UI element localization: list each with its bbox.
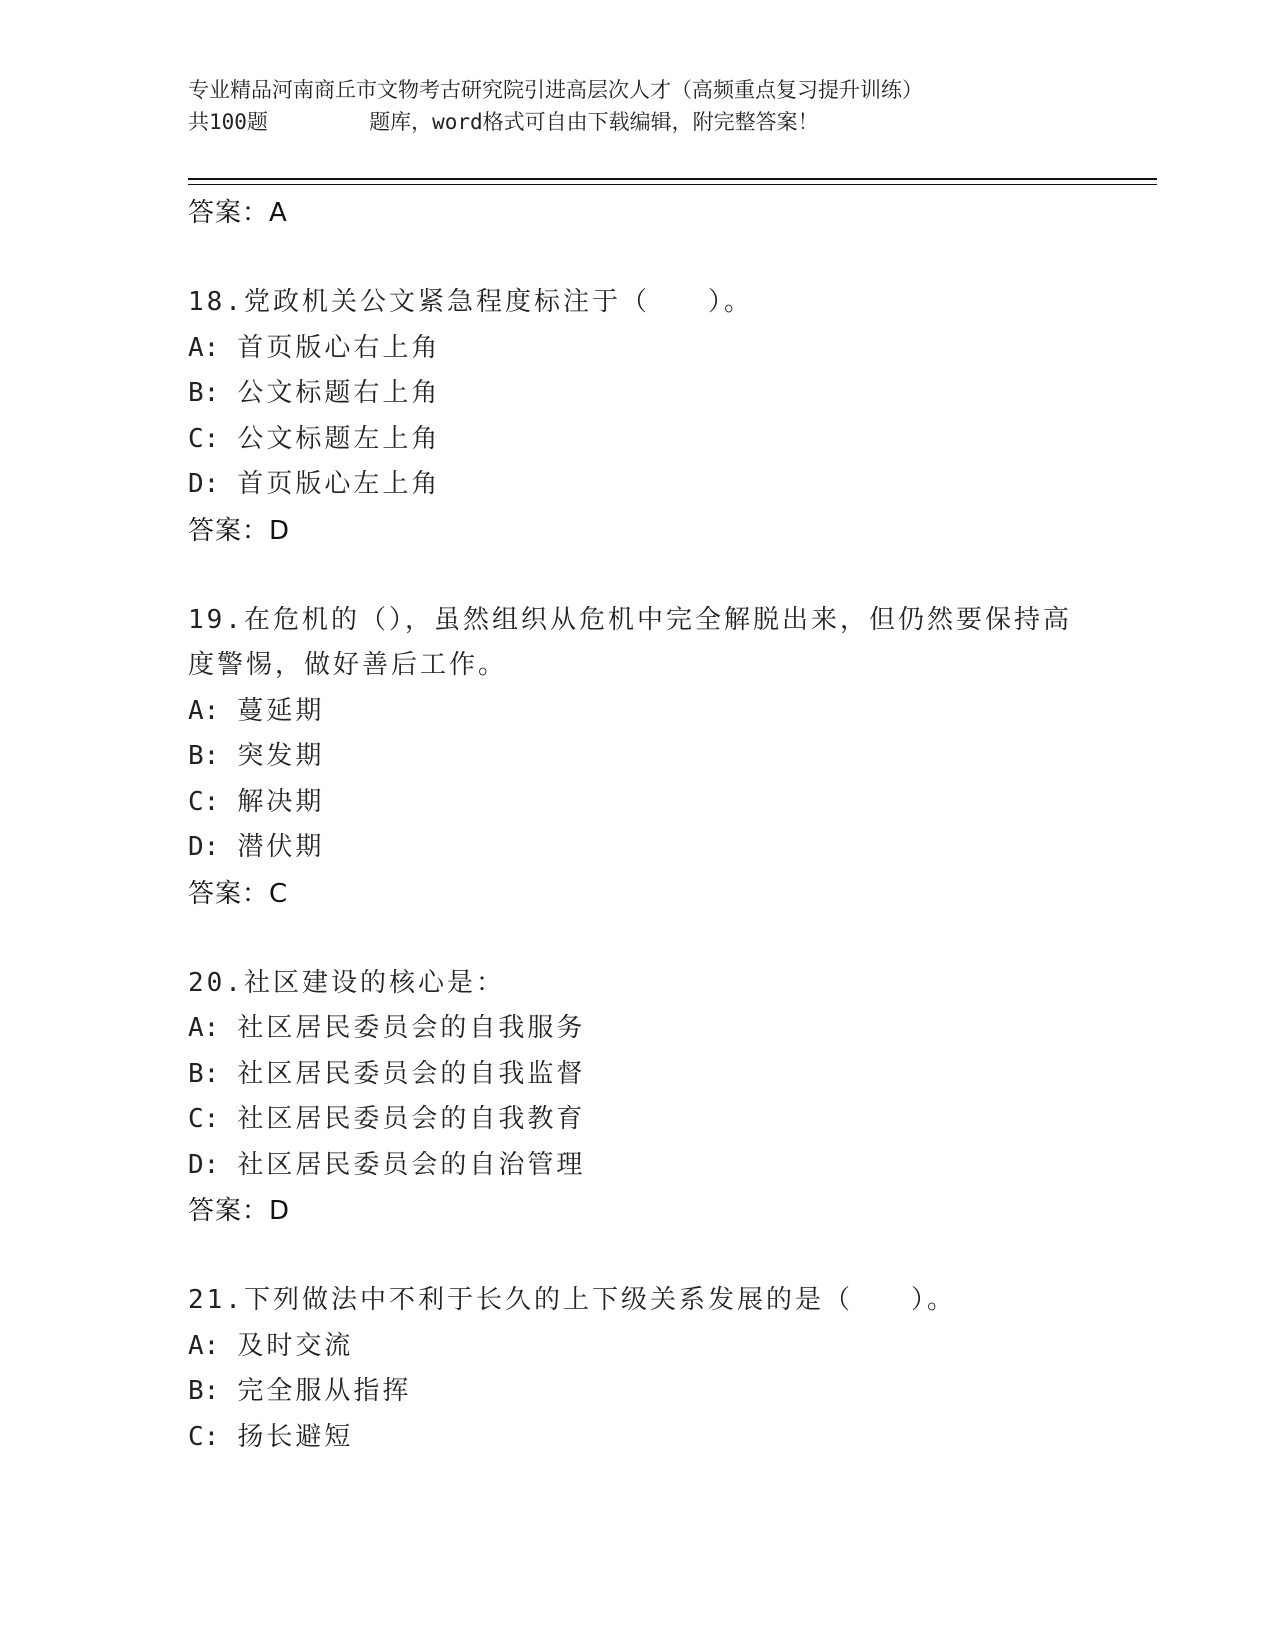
option-c: [188, 780, 1088, 826]
option-text: 社区居民委员会的自治管理: [237, 1149, 586, 1180]
header-divider-thick: [188, 178, 1157, 180]
option-text: 公文标题左上角: [237, 423, 441, 454]
header-subtitle-line: 共100题 题库，word格式可自由下载编辑，附完整答案！: [188, 110, 819, 134]
question-item: [188, 280, 1088, 554]
question-list: [188, 190, 1088, 1460]
option-text: 社区居民委员会的自我教育: [237, 1104, 586, 1134]
option-text: 社区居民委员会的自我监督: [237, 1058, 586, 1089]
option-d: [188, 825, 1088, 871]
option-label: B:: [188, 1376, 220, 1406]
option-label: D:: [188, 832, 220, 862]
question-item: [188, 598, 1088, 917]
option-a: [188, 1006, 1088, 1052]
option-b: [188, 734, 1088, 780]
option-a: [188, 689, 1088, 735]
question-item: [188, 1278, 1088, 1460]
option-b: [188, 371, 1088, 417]
option-text: 公文标题右上角: [237, 378, 441, 408]
option-text: 首页版心右上角: [237, 332, 441, 363]
option-a: [188, 1324, 1088, 1370]
option-text: 及时交流: [237, 1330, 354, 1361]
option-label: A:: [188, 695, 220, 726]
answer-line: 答案：D: [188, 1196, 291, 1226]
option-d: [188, 462, 1088, 508]
option-label: B:: [188, 378, 220, 408]
option-c: [188, 417, 1088, 463]
answer-line: 答案：C: [188, 878, 289, 909]
option-label: C:: [188, 423, 220, 454]
option-label: D:: [188, 1149, 220, 1180]
option-label: C:: [188, 786, 220, 817]
option-text: 解决期: [237, 786, 325, 817]
option-text: 完全服从指挥: [237, 1376, 412, 1406]
question-text: 20.社区建设的核心是：: [188, 967, 505, 998]
option-label: D:: [188, 469, 220, 499]
header-divider-thin: [188, 184, 1157, 185]
option-label: B:: [188, 1058, 220, 1089]
document-header: [188, 74, 1168, 138]
header-title-line: 专业精品河南商丘市文物考古研究院引进高层次人才（高频重点复习提升训练）: [188, 78, 923, 102]
option-text: 社区居民委员会的自我服务: [237, 1013, 586, 1043]
option-b: [188, 1052, 1088, 1098]
option-text: 扬长避短: [237, 1421, 354, 1452]
option-b: [188, 1369, 1088, 1415]
option-text: 首页版心左上角: [237, 469, 441, 499]
answer-line: 答案：A: [188, 198, 288, 228]
option-label: C:: [188, 1421, 220, 1452]
option-a: [188, 326, 1088, 372]
option-text: 潜伏期: [237, 832, 325, 862]
answer-line: 答案：D: [188, 515, 291, 546]
question-item: [188, 961, 1088, 1235]
option-c: [188, 1415, 1088, 1461]
option-label: C:: [188, 1104, 220, 1134]
question-text: 21.下列做法中不利于长久的上下级关系发展的是（ ）。: [188, 1285, 956, 1315]
option-d: [188, 1143, 1088, 1189]
option-label: A:: [188, 1013, 220, 1043]
question-text: 19.在危机的（），虽然组织从危机中完全解脱出来，但仍然要保持高度警惕，做好善后工作。: [188, 604, 1072, 680]
option-text: 突发期: [237, 741, 325, 771]
option-c: [188, 1097, 1088, 1143]
option-label: A:: [188, 1330, 220, 1361]
option-label: B:: [188, 741, 220, 771]
question-text: 18.党政机关公文紧急程度标注于（ ）。: [188, 287, 753, 317]
option-text: 蔓延期: [237, 695, 325, 726]
option-label: A:: [188, 332, 220, 363]
